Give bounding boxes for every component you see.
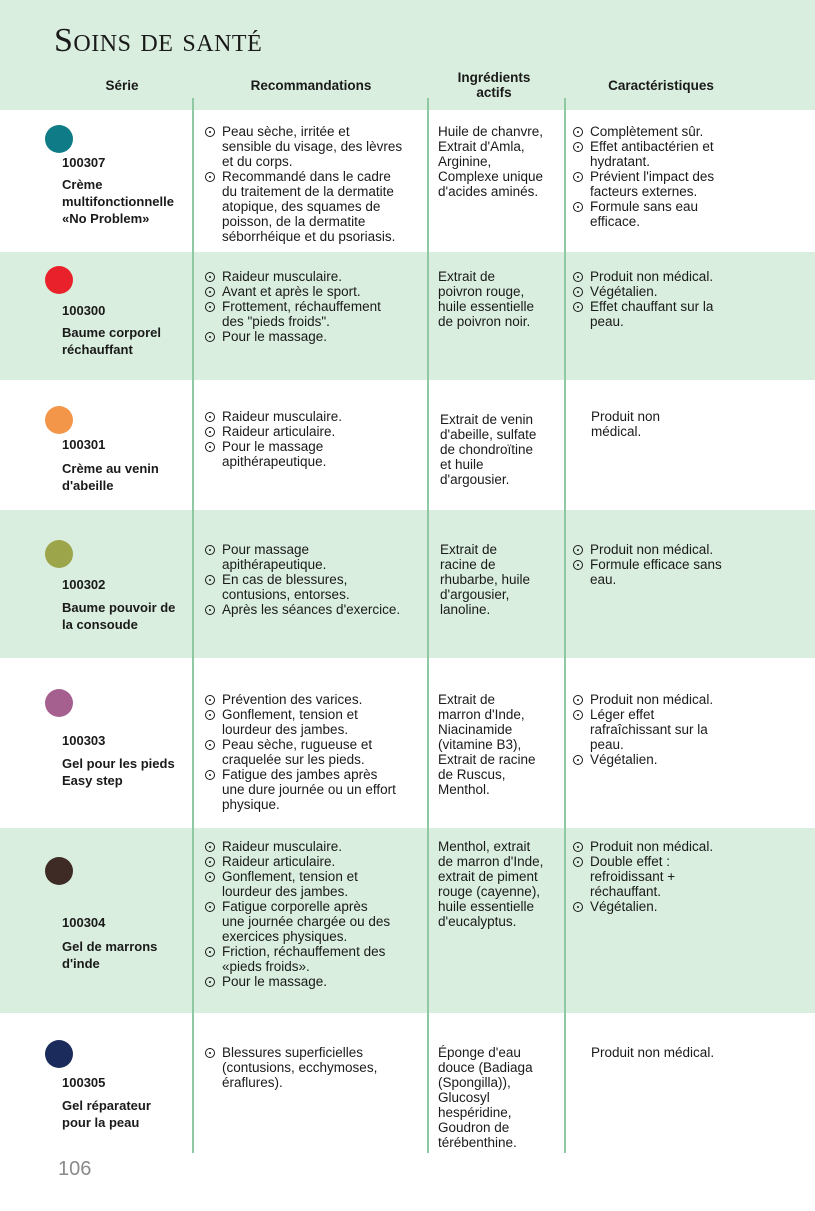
- list-item: Raideur musculaire.: [205, 269, 423, 284]
- list-item: Pour le massage apithérapeutique.: [205, 439, 423, 469]
- column-header-recommandations: Recommandations: [250, 78, 372, 93]
- caracteristiques-list: [573, 269, 763, 329]
- list-item: Formule sans eau efficace.: [573, 199, 763, 229]
- list-item: Friction, réchauffement des «pieds froids».: [205, 944, 423, 974]
- page-header: [0, 0, 815, 110]
- bullet-icon: [205, 902, 215, 912]
- product-color-dot: [45, 1040, 73, 1068]
- list-item: Raideur musculaire.: [205, 839, 423, 854]
- bullet-icon: [205, 1048, 215, 1058]
- list-item: Raideur articulaire.: [205, 424, 423, 439]
- bullet-icon: [205, 412, 215, 422]
- list-item: Peau sèche, rugueuse et craquelée sur les pieds.: [205, 737, 423, 767]
- list-item: Prévient l'impact des facteurs externes.: [573, 169, 763, 199]
- bullet-icon: [573, 172, 583, 182]
- bullet-icon: [573, 545, 583, 555]
- bullet-icon: [205, 605, 215, 615]
- caracteristiques-list: [573, 124, 763, 229]
- list-item: Raideur musculaire.: [205, 409, 423, 424]
- list-item: Produit non médical.: [573, 269, 763, 284]
- list-item: Formule efficace sans eau.: [573, 557, 763, 587]
- bullet-icon: [573, 857, 583, 867]
- bullet-icon: [573, 560, 583, 570]
- product-name: Baume pouvoir de la consoude: [62, 600, 176, 632]
- caracteristiques-text: Produit non médical.: [591, 409, 661, 439]
- caracteristiques-list: [573, 839, 763, 914]
- ingredients-text: Extrait de poivron rouge, huile essentielle de poivron noir.: [438, 269, 535, 329]
- product-name: Baume corporel réchauffant: [62, 325, 161, 357]
- page-title: Soins de santé: [54, 22, 263, 59]
- list-item: Gonflement, tension et lourdeur des jambes.: [205, 707, 423, 737]
- recommandations-list: [205, 269, 423, 344]
- product-color-dot: [45, 540, 73, 568]
- page-number: 106: [58, 1158, 92, 1180]
- caracteristiques-list: [573, 542, 763, 587]
- column-header-caracteristiques: Caractéristiques: [608, 78, 714, 93]
- list-item: Peau sèche, irritée et sensible du visage, des lèvres et du corps.: [205, 124, 423, 169]
- bullet-icon: [205, 427, 215, 437]
- bullet-icon: [573, 842, 583, 852]
- bullet-icon: [573, 902, 583, 912]
- list-item: Recommandé dans le cadre du traitement de la dermatite atopique, des squames de poisson, de la dermatite séborrhéique et du psoriasis.: [205, 169, 423, 244]
- list-item: Prévention des varices.: [205, 692, 423, 707]
- list-item: Effet chauffant sur la peau.: [573, 299, 763, 329]
- product-color-dot: [45, 857, 73, 885]
- column-divider: [427, 98, 429, 1153]
- product-name: Gel de marrons d'inde: [62, 939, 158, 971]
- ingredients-text: Huile de chanvre, Extrait d'Amla, Arginine, Complexe unique d'acides aminés.: [438, 124, 544, 199]
- list-item: Produit non médical.: [573, 692, 763, 707]
- list-item: Blessures superficielles (contusions, ecchymoses, éraflures).: [205, 1045, 423, 1090]
- ingredients-text: Extrait de marron d'Inde, Niacinamide (vitamine B3), Extrait de racine de Ruscus, Menthol.: [438, 692, 536, 797]
- bullet-icon: [205, 575, 215, 585]
- list-item: Avant et après le sport.: [205, 284, 423, 299]
- product-code: 100300: [62, 303, 106, 318]
- recommandations-list: [205, 1045, 423, 1090]
- bullet-icon: [205, 442, 215, 452]
- product-code: 100304: [62, 915, 106, 930]
- bullet-icon: [205, 977, 215, 987]
- list-item: Gonflement, tension et lourdeur des jambes.: [205, 869, 423, 899]
- recommandations-list: [205, 692, 423, 812]
- list-item: Produit non médical.: [573, 839, 763, 854]
- bullet-icon: [573, 287, 583, 297]
- bullet-icon: [573, 695, 583, 705]
- list-item: Végétalien.: [573, 752, 763, 767]
- product-code: 100303: [62, 733, 106, 748]
- recommandations-list: [205, 542, 423, 617]
- list-item: Pour le massage.: [205, 974, 423, 989]
- bullet-icon: [205, 127, 215, 137]
- bullet-icon: [205, 770, 215, 780]
- list-item: Fatigue corporelle après une journée chargée ou des exercices physiques.: [205, 899, 423, 944]
- list-item: En cas de blessures, contusions, entorses.: [205, 572, 423, 602]
- ingredients-text: Menthol, extrait de marron d'Inde, extrait de piment rouge (cayenne), huile essentielle d'eucalyptus.: [438, 839, 544, 929]
- recommandations-list: [205, 409, 423, 469]
- bullet-icon: [573, 202, 583, 212]
- ingredients-text: Éponge d'eau douce (Badiaga (Spongilla)), Glucosyl hespéridine, Goudron de térébenthine.: [438, 1045, 533, 1150]
- bullet-icon: [205, 842, 215, 852]
- ingredients-text: Extrait de racine de rhubarbe, huile d'argousier, lanoline.: [440, 542, 531, 617]
- product-name: Crème multifonctionnelle «No Problem»: [62, 177, 174, 226]
- list-item: Raideur articulaire.: [205, 854, 423, 869]
- column-divider: [564, 98, 566, 1153]
- ingredients-text: Extrait de venin d'abeille, sulfate de chondroïtine et huile d'argousier.: [440, 412, 537, 487]
- bullet-icon: [205, 872, 215, 882]
- bullet-icon: [205, 272, 215, 282]
- recommandations-list: [205, 124, 423, 244]
- list-item: Effet antibactérien et hydratant.: [573, 139, 763, 169]
- bullet-icon: [205, 332, 215, 342]
- bullet-icon: [205, 172, 215, 182]
- product-name: Gel réparateur pour la peau: [62, 1098, 151, 1130]
- bullet-icon: [205, 857, 215, 867]
- list-item: Produit non médical.: [573, 542, 763, 557]
- bullet-icon: [205, 287, 215, 297]
- caracteristiques-text: Produit non médical.: [591, 1045, 715, 1060]
- list-item: Végétalien.: [573, 899, 763, 914]
- product-code: 100301: [62, 437, 106, 452]
- list-item: Double effet : refroidissant + réchauffant.: [573, 854, 763, 899]
- list-item: Fatigue des jambes après une dure journée ou un effort physique.: [205, 767, 423, 812]
- bullet-icon: [573, 272, 583, 282]
- bullet-icon: [573, 755, 583, 765]
- column-divider: [192, 98, 194, 1153]
- bullet-icon: [573, 127, 583, 137]
- list-item: Frottement, réchauffement des "pieds froids".: [205, 299, 423, 329]
- bullet-icon: [205, 947, 215, 957]
- list-item: Pour massage apithérapeutique.: [205, 542, 423, 572]
- list-item: Léger effet rafraîchissant sur la peau.: [573, 707, 763, 752]
- column-header-serie: Série: [105, 78, 139, 93]
- product-code: 100305: [62, 1075, 106, 1090]
- recommandations-list: [205, 839, 423, 989]
- list-item: Après les séances d'exercice.: [205, 602, 423, 617]
- bullet-icon: [573, 710, 583, 720]
- bullet-icon: [205, 695, 215, 705]
- caracteristiques-list: [573, 692, 763, 767]
- bullet-icon: [205, 545, 215, 555]
- list-item: Végétalien.: [573, 284, 763, 299]
- product-code: 100307: [62, 155, 106, 170]
- product-name: Crème au venin d'abeille: [62, 461, 159, 493]
- column-header-ingredients: Ingrédients actifs: [457, 70, 531, 100]
- product-color-dot: [45, 689, 73, 717]
- list-item: Pour le massage.: [205, 329, 423, 344]
- product-code: 100302: [62, 577, 106, 592]
- product-color-dot: [45, 266, 73, 294]
- list-item: Complètement sûr.: [573, 124, 763, 139]
- product-color-dot: [45, 125, 73, 153]
- bullet-icon: [573, 142, 583, 152]
- product-name: Gel pour les pieds Easy step: [62, 756, 175, 788]
- bullet-icon: [205, 302, 215, 312]
- product-color-dot: [45, 406, 73, 434]
- bullet-icon: [205, 740, 215, 750]
- bullet-icon: [573, 302, 583, 312]
- bullet-icon: [205, 710, 215, 720]
